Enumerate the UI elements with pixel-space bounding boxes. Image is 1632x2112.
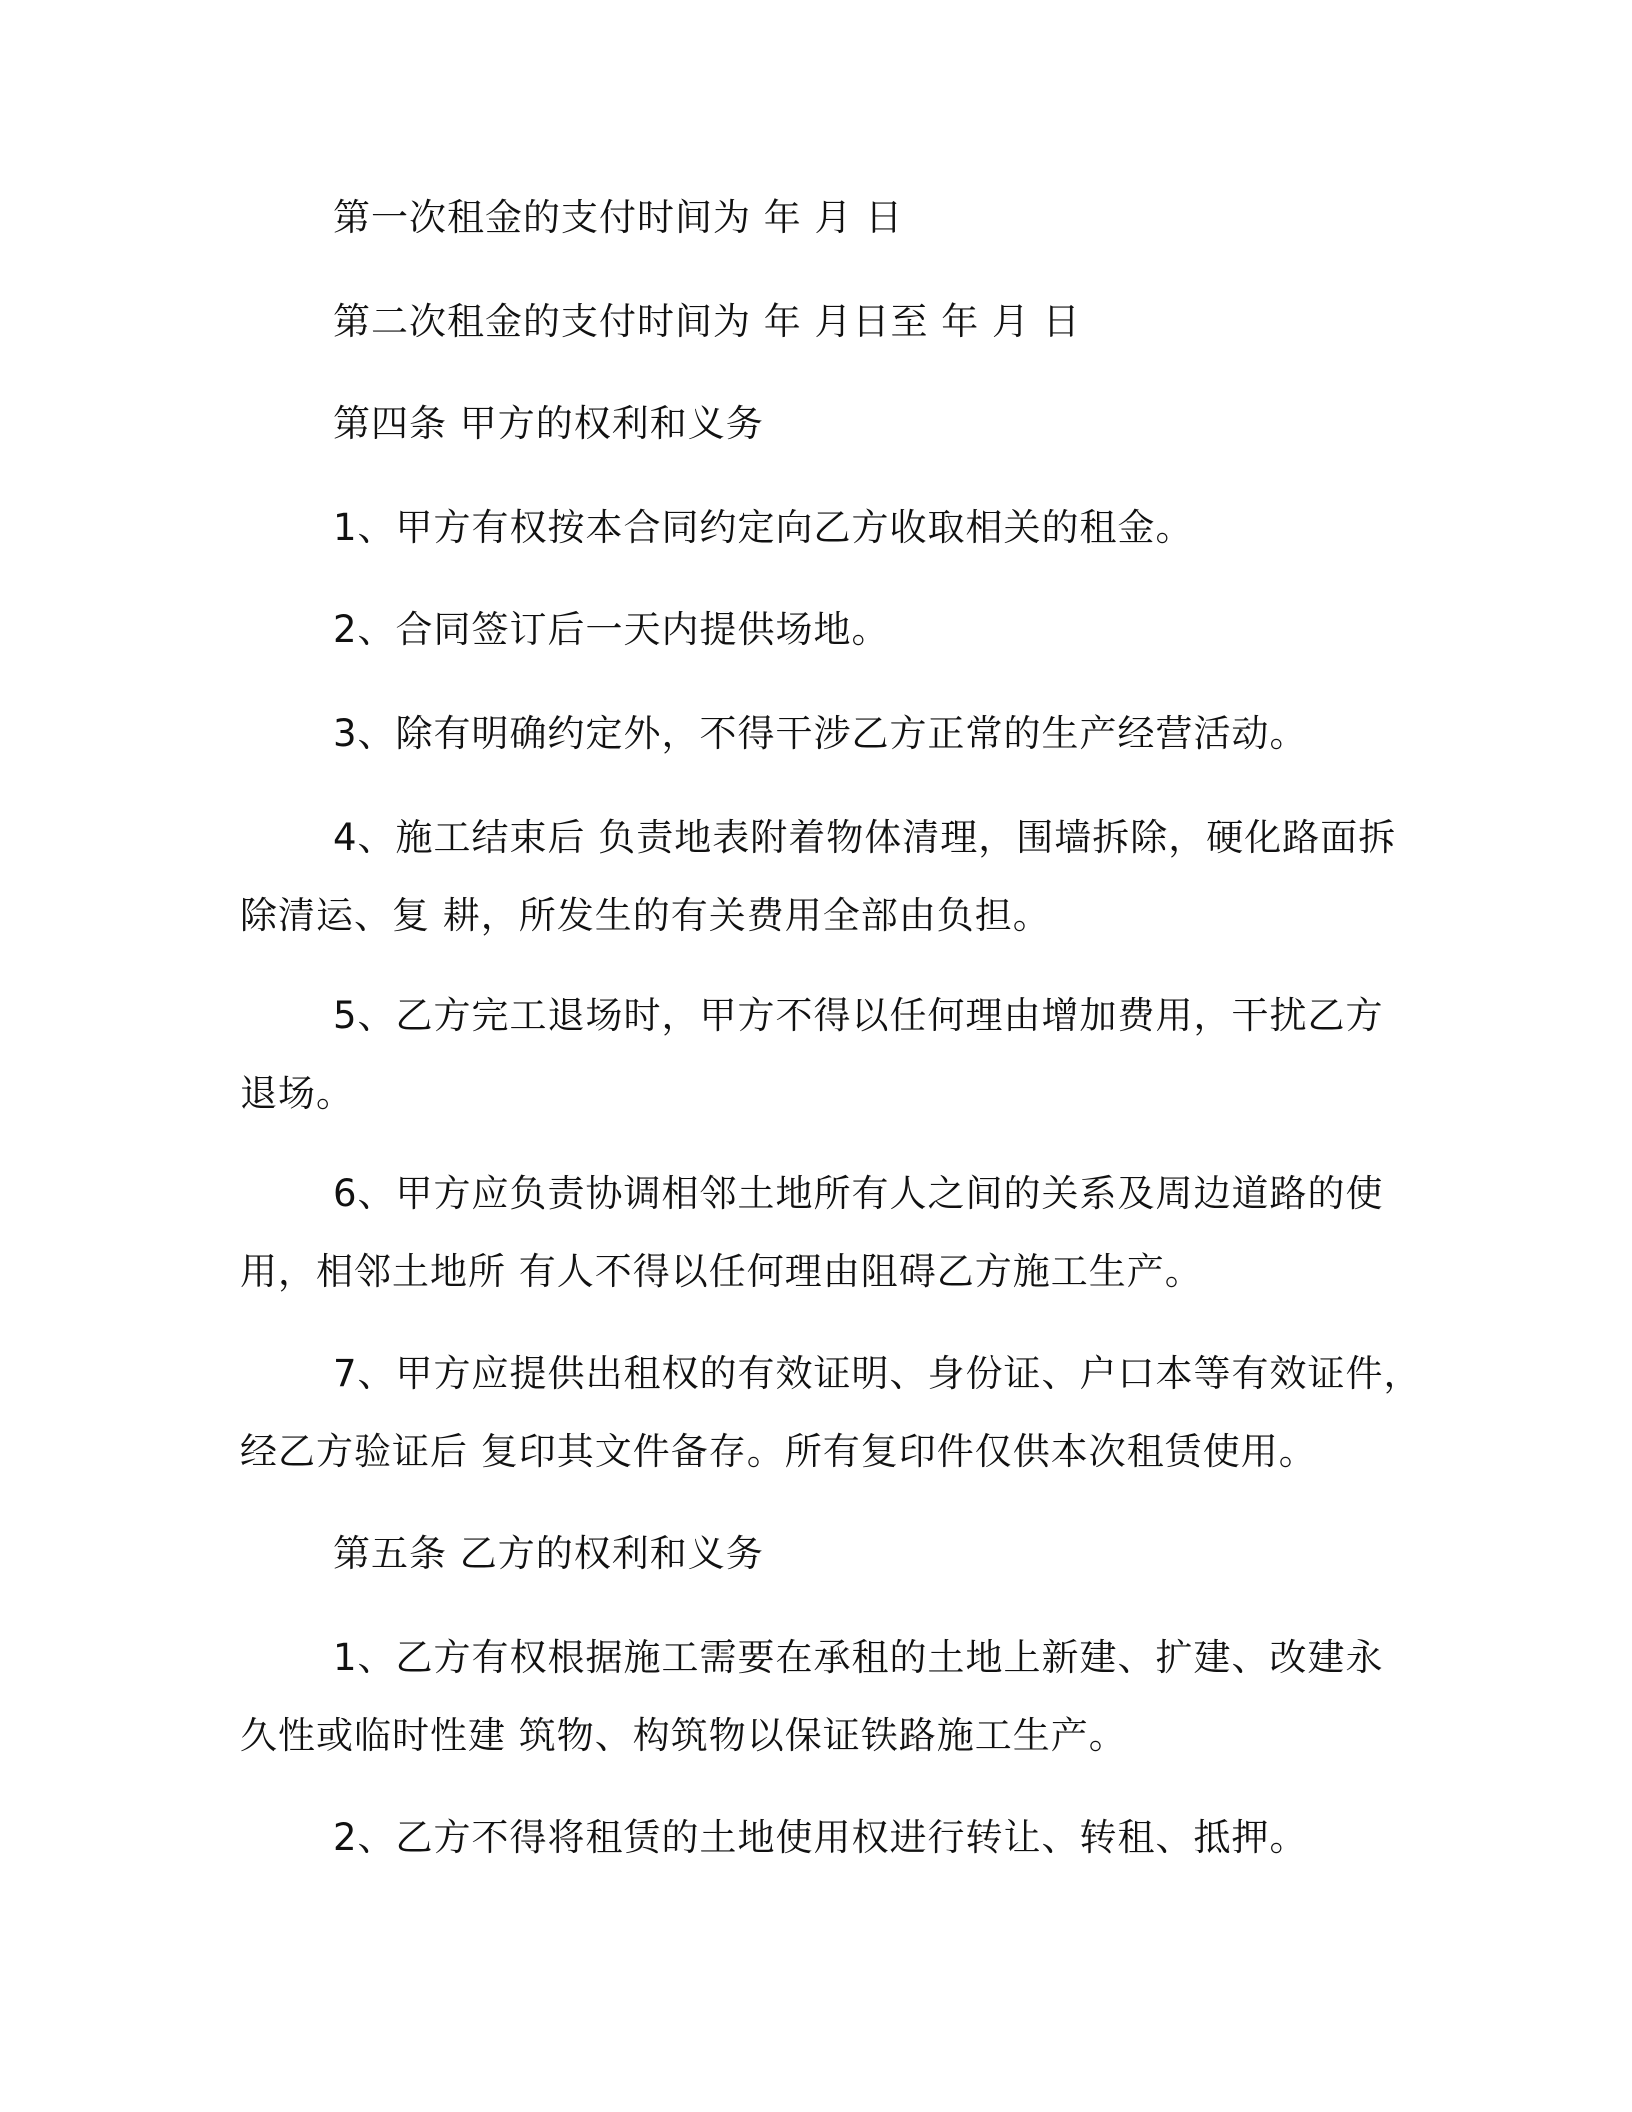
section-heading: 第五条 乙方的权利和义务 [333, 1532, 764, 1575]
paragraph-line: 第一次租金的支付时间为 年 月 日 [333, 196, 904, 239]
paragraph-line: 7、甲方应提供出租权的有效证明、身份证、户口本等有效证件， [333, 1352, 1422, 1395]
paragraph-line: 久性或临时性建 筑物、构筑物以保证铁路施工生产。 [240, 1714, 1127, 1757]
paragraph-line: 6、甲方应负责协调相邻土地所有人之间的关系及周边道路的使 [333, 1172, 1384, 1215]
paragraph-line: 退场。 [240, 1072, 354, 1115]
paragraph-line: 用，相邻土地所 有人不得以任何理由阻碍乙方施工生产。 [240, 1250, 1203, 1293]
paragraph-line: 2、乙方不得将租赁的土地使用权进行转让、转租、抵押。 [333, 1816, 1308, 1859]
paragraph-line: 第二次租金的支付时间为 年 月日至 年 月 日 [333, 300, 1081, 343]
paragraph-line: 4、施工结束后 负责地表附着物体清理，围墙拆除，硬化路面拆 [333, 816, 1397, 859]
paragraph-line: 经乙方验证后 复印其文件备存。所有复印件仅供本次租赁使用。 [240, 1430, 1317, 1473]
section-heading: 第四条 甲方的权利和义务 [333, 402, 764, 445]
paragraph-line: 1、甲方有权按本合同约定向乙方收取相关的租金。 [333, 506, 1194, 549]
paragraph-line: 2、合同签订后一天内提供场地。 [333, 608, 890, 651]
paragraph-line: 3、除有明确约定外，不得干涉乙方正常的生产经营活动。 [333, 712, 1308, 755]
paragraph-line: 除清运、复 耕，所发生的有关费用全部由负担。 [240, 894, 1051, 937]
paragraph-line: 5、乙方完工退场时，甲方不得以任何理由增加费用，干扰乙方 [333, 994, 1384, 1037]
paragraph-line: 1、乙方有权根据施工需要在承租的土地上新建、扩建、改建永 [333, 1636, 1384, 1679]
